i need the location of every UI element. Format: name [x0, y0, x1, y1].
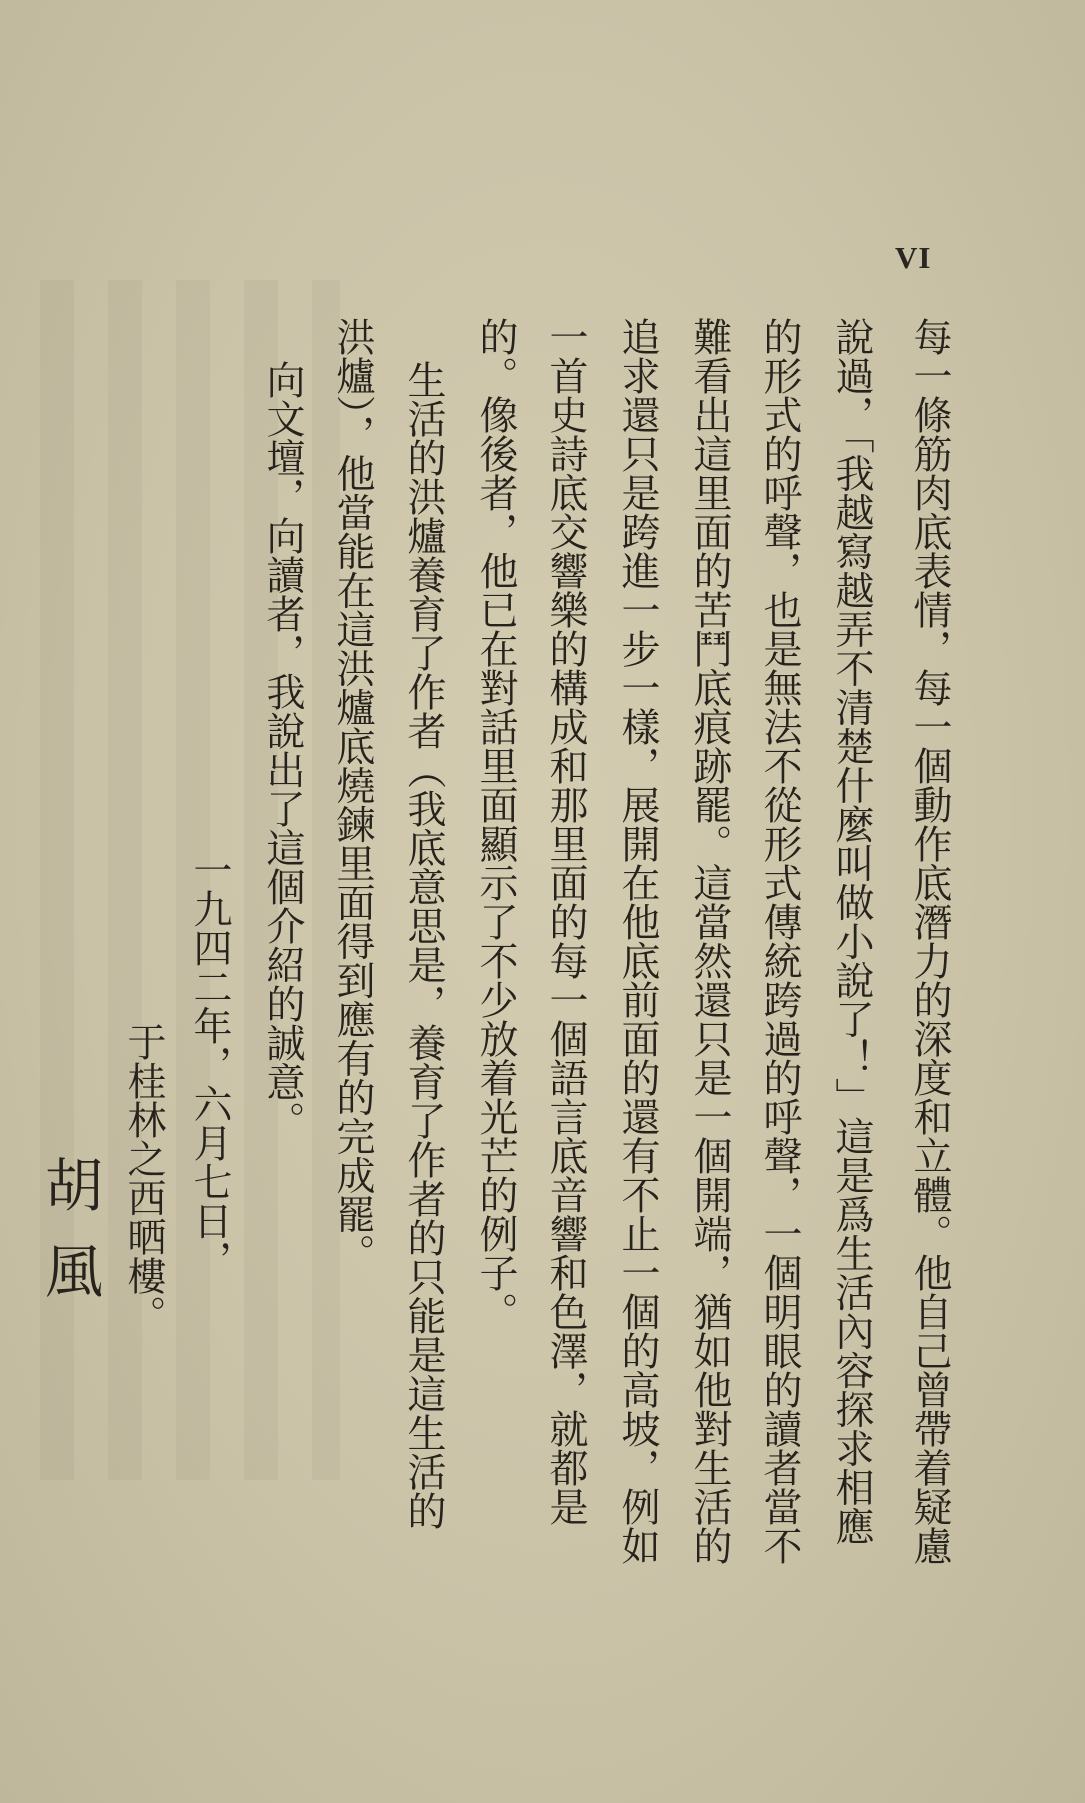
text-column-9: 洪爐），他當能在這洪爐底燒鍊里面得到應有的完成罷。 [330, 317, 375, 1273]
text-column-4: 難看出這里面的苦鬥底痕跡罷。這當然還只是一個開端，猶如他對生活的 [687, 317, 732, 1565]
text-column-7: 的。像後者，他已在對話里面顯示了不少放着光芒的例子。 [473, 317, 518, 1331]
date-line: 一九四二年，六月七日， [187, 850, 232, 1279]
text-column-10: 向文壇，向讀者，我說出了這個介紹的誠意。 [260, 360, 305, 1140]
text-column-3: 的形式的呼聲，也是無法不從形式傳統跨過的呼聲，一個明眼的讀者當不 [757, 317, 802, 1565]
place-line: 于桂林之西晒樓。 [121, 1022, 166, 1334]
text-column-8: 生活的洪爐養育了作者（我底意思是，養育了作者的只能是這生活的 [401, 360, 446, 1530]
text-column-6: 一首史詩底交響樂的構成和那里面的每一個語言底音響和色澤，就都是 [543, 317, 588, 1526]
page-number: VI [895, 240, 932, 275]
text-column-2: 說過，「我越寫越弄不清楚什麼叫做小說了！」這是爲生活內容探求相應 [829, 317, 874, 1546]
author-signature: 胡風 [35, 1155, 103, 1327]
text-column-1: 每一條筋肉底表情，每一個動作底潛力的深度和立體。他自己曾帶着疑慮 [907, 317, 952, 1565]
text-column-5: 追求還只是跨進一步一樣，展開在他底前面的還有不止一個的高坡，例如 [615, 317, 660, 1565]
